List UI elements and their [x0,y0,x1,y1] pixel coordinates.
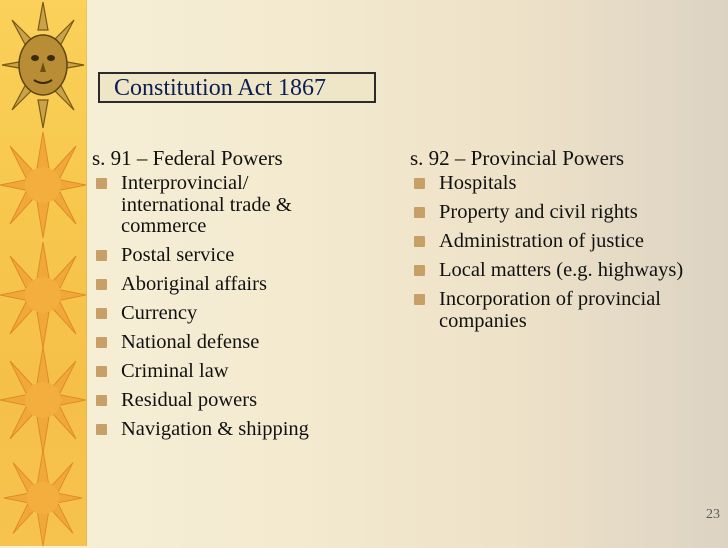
list-item-text: Interprovincial/ international trade & commerce [121,172,292,237]
federal-powers-list [92,173,392,441]
bullet-icon [96,395,107,406]
list-item [92,303,392,325]
sun-icon [0,240,86,350]
bullet-icon [96,366,107,377]
federal-powers-column [92,145,392,448]
federal-powers-heading: s. 91 – Federal Powers [92,146,283,170]
provincial-powers-heading: s. 92 – Provincial Powers [410,146,625,170]
list-item-text: Postal service [121,244,235,266]
bullet-icon [96,279,107,290]
list-item [92,361,392,383]
list-item [410,173,710,195]
list-item [410,202,710,224]
bullet-icon [414,207,425,218]
list-item [410,289,689,332]
list-item-text: Aboriginal affairs [121,273,267,295]
list-item [92,332,392,354]
list-item-text: National defense [121,331,260,353]
slide-title: Constitution Act 1867 [114,74,327,101]
provincial-powers-column [410,145,710,340]
page-number: 23 [706,507,720,522]
bullet-icon [96,424,107,435]
list-item-text: Property and civil rights [439,201,638,223]
list-item-text: Navigation & shipping [121,418,309,440]
list-item [410,231,710,253]
sun-icon [0,345,86,455]
list-item-text: Criminal law [121,360,229,382]
sun-icon [0,448,86,548]
bullet-icon [414,265,425,276]
bullet-icon [414,294,425,305]
list-item-text: Incorporation of provincial companies [439,288,662,332]
list-item-text: Local matters (e.g. highways) [439,259,684,281]
bullet-icon [414,178,425,189]
list-item-text: Currency [121,302,198,324]
list-item [92,390,392,412]
list-item [92,245,392,267]
slide-title-box [98,72,376,103]
bullet-icon [414,236,425,247]
bullet-icon [96,308,107,319]
list-item [92,419,392,441]
provincial-powers-list [410,173,710,332]
decorative-left-strip [0,0,87,546]
list-item-text: Residual powers [121,389,258,411]
list-item [92,173,353,238]
list-item-text: Administration of justice [439,230,644,252]
list-item-text: Hospitals [439,172,517,194]
bullet-icon [96,178,107,189]
list-item [410,260,689,282]
sun-face-icon [0,0,86,130]
sun-icon [0,130,86,240]
bullet-icon [96,337,107,348]
list-item [92,274,392,296]
bullet-icon [96,250,107,261]
